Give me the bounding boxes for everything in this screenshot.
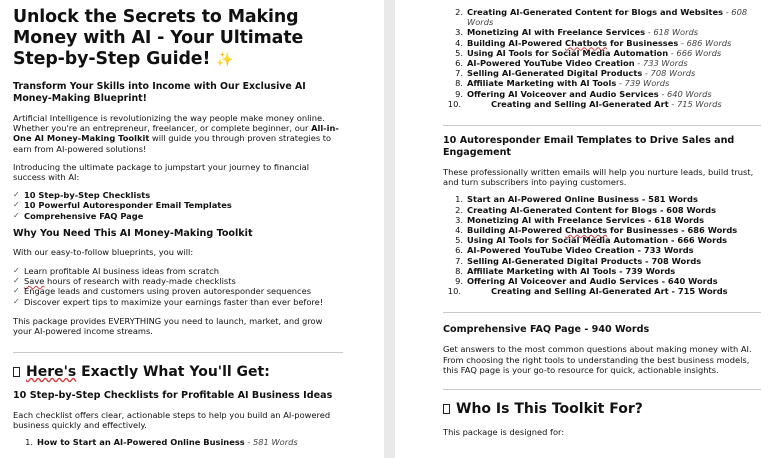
list-number: 7. — [455, 68, 463, 79]
text-segment: Using AI Tools for Social Media Automation - 666 Words — [467, 235, 728, 246]
list-item-title — [467, 68, 642, 78]
list-item — [13, 211, 343, 221]
list-number: 6. — [455, 245, 463, 256]
checklist-list-continued — [443, 7, 761, 109]
text-segment: Using AI Tools for Social Media Automation — [467, 47, 669, 58]
list-item-title — [467, 78, 616, 88]
checkbox-icon — [13, 367, 20, 377]
list-item — [443, 7, 761, 27]
check-icon: ✓ — [13, 210, 20, 220]
section-divider — [443, 389, 761, 390]
list-item — [443, 89, 761, 99]
text-segment: for Businesses - 686 Words — [607, 225, 738, 236]
list-item-label: 10 Powerful Autoresponder Email Templates — [24, 200, 232, 211]
word-count: Words — [467, 17, 494, 28]
list-item — [13, 276, 343, 286]
list-number: 2. — [455, 7, 463, 17]
text-segment: Monetizing AI with Freelance Services - 618 Words — [467, 214, 705, 225]
list-number: 7. — [455, 255, 463, 266]
list-item-title — [467, 58, 635, 68]
word-count: - 715 Words — [668, 98, 722, 109]
list-number: 1. — [455, 194, 463, 205]
text-segment: Selling AI-Generated Digital Products — [467, 68, 643, 79]
text-segment: Creating and Selling AI-Generated Art — [491, 98, 669, 109]
section-divider — [13, 352, 343, 353]
list-item-label — [467, 235, 727, 245]
list-item-title — [467, 89, 659, 99]
list-item-label — [461, 286, 728, 296]
list-item — [443, 58, 761, 68]
list-item — [443, 225, 761, 235]
text-segment: Affiliate Marketing with AI Tools - 739 Words — [467, 265, 676, 276]
list-item — [443, 266, 761, 276]
list-item-label — [24, 266, 219, 276]
check-icon: ✓ — [13, 266, 20, 276]
list-number: 4. — [455, 225, 463, 236]
list-item-label — [467, 215, 704, 225]
page-gutter — [384, 0, 395, 458]
list-item — [443, 235, 761, 245]
list-item-label — [467, 245, 694, 255]
text-segment: Selling AI-Generated Digital Products - 708 Words — [467, 255, 702, 266]
list-number: 5. — [455, 235, 463, 246]
text-segment: Learn profitable AI business ideas from scratch — [24, 266, 219, 277]
list-item: 1. How to Start an AI-Powered Online Business - 581 Words — [25, 436, 298, 447]
list-number: 3. — [455, 27, 463, 38]
list-item — [443, 215, 761, 225]
document-page-right — [395, 0, 768, 458]
list-item — [443, 256, 761, 266]
why-intro: With our easy-to-follow blueprints, you will: — [13, 246, 194, 257]
list-item-title — [491, 99, 669, 109]
email-intro: These professionally written emails will help you nurture leads, build trust, and turn subscribers into paying customers. — [443, 167, 754, 188]
word-count: - 686 Words — [678, 37, 732, 48]
page-title: Unlock the Secrets to Making Money with AI - Your Ultimate Step-by-Step Guide! ✨ — [13, 7, 304, 69]
list-item — [443, 38, 761, 48]
list-item-title — [467, 27, 645, 37]
list-number: 6. — [455, 58, 463, 69]
list-item — [13, 297, 343, 307]
word-count: - 733 Words — [634, 58, 688, 69]
checklists-heading: 10 Step-by-Step Checklists for Profitable AI Business Ideas — [13, 390, 333, 402]
list-item-label — [467, 194, 698, 204]
text-segment: Creating AI-Generated Content for Blogs - 608 Words — [467, 204, 717, 215]
list-item — [443, 245, 761, 255]
faq-paragraph: Get answers to the most common questions about making money with AI. From choosing the right tools to understanding the best business models, this FAQ page is your go-to resource for quick, actionable insights. — [443, 344, 752, 375]
list-item-label — [467, 78, 669, 88]
text-segment: Discover expert tips to maximize your earnings faster than ever before! — [24, 296, 324, 307]
text-segment: Offering AI Voiceover and Audio Services - 640 Words — [467, 276, 718, 287]
list-item-label — [467, 276, 718, 286]
check-icon: ✓ — [13, 276, 20, 286]
list-item-label — [461, 99, 722, 109]
list-item-label — [467, 48, 721, 58]
list-item-label — [467, 7, 747, 27]
list-item — [443, 78, 761, 88]
list-item — [443, 205, 761, 215]
text-segment: Affiliate Marketing with AI Tools — [467, 78, 617, 89]
page-right-content — [443, 7, 761, 437]
text-segment: Start an AI-Powered Online Business - 581 Words — [467, 194, 698, 205]
everything-paragraph: This package provides EVERYTHING you need to launch, market, and grow your AI-powered income streams. — [13, 315, 323, 337]
list-item — [13, 190, 343, 200]
list-item-label: 10 Step-by-Step Checklists — [24, 190, 151, 201]
get-heading: Here's Exactly What You'll Get: — [13, 363, 343, 381]
who-intro: This package is designed for: — [443, 427, 565, 438]
list-item-label — [467, 27, 698, 37]
list-item-label — [24, 276, 236, 286]
page-left-content — [13, 7, 343, 447]
intro-paragraph: Artificial Intelligence is revolutionizing the way people make money online. Whether you're an entrepreneur, freelancer, or complete beginner, our All-in-One AI Money-Making Toolkit will guide you through proven strategies to earn from AI-powered solutions! — [13, 113, 339, 154]
list-number: 8. — [455, 265, 463, 276]
checklists-intro: Each checklist offers clear, actionable steps to help you build an AI-powered business quickly and effectively. — [13, 410, 331, 431]
list-item-title — [467, 48, 668, 58]
text-segment: for Businesses — [607, 37, 679, 48]
spellcheck-word: Save — [24, 276, 45, 287]
section-divider — [443, 312, 761, 313]
list-item-label — [467, 89, 712, 99]
text-segment: Engage leads and customers using proven autoresponder sequences — [24, 286, 312, 297]
list-item-label — [467, 256, 701, 266]
word-count: - 708 Words — [642, 68, 696, 79]
list-number: 10. — [447, 98, 461, 109]
list-number: 3. — [455, 214, 463, 225]
list-item — [443, 68, 761, 78]
email-heading: 10 Autoresponder Email Templates to Drive Sales and Engagement — [443, 135, 735, 159]
word-count: - 608 — [723, 7, 748, 17]
word-count: - 640 Words — [658, 88, 712, 99]
text-segment: hours of research with ready-made checklists — [44, 276, 236, 287]
list-item — [13, 286, 343, 296]
list-number: 8. — [455, 78, 463, 89]
list-item — [443, 286, 761, 296]
word-count: - 666 Words — [668, 47, 722, 58]
check-icon: ✓ — [13, 296, 20, 306]
list-number: 9. — [455, 276, 463, 287]
text-segment: AI-Powered YouTube Video Creation - 733 Words — [467, 245, 694, 256]
list-item-label — [467, 38, 731, 48]
list-number: 4. — [455, 37, 463, 48]
benefits-list — [13, 266, 343, 307]
why-heading: Why You Need This AI Money-Making Toolkit — [13, 227, 253, 239]
list-item-title — [467, 38, 678, 48]
faq-heading: Comprehensive FAQ Page - 940 Words — [443, 324, 650, 336]
list-item — [443, 194, 761, 204]
spellcheck-word: Chatbots — [565, 225, 608, 236]
check-icon: ✓ — [13, 190, 20, 200]
text-segment: AI-Powered YouTube Video Creation — [467, 58, 635, 69]
list-number: 9. — [455, 88, 463, 99]
list-item-title — [467, 7, 723, 17]
list-item-label — [467, 205, 716, 215]
list-item — [13, 266, 343, 276]
list-item — [443, 99, 761, 109]
checkbox-icon — [443, 404, 450, 414]
list-item-label — [24, 297, 323, 307]
package-list — [13, 190, 343, 221]
list-item-label — [467, 266, 675, 276]
list-number: 10. — [447, 286, 461, 297]
list-item-label — [467, 58, 688, 68]
check-icon: ✓ — [13, 286, 20, 296]
text-segment: Offering AI Voiceover and Audio Services — [467, 88, 659, 99]
checklist-list — [13, 437, 343, 447]
sparkle-icon: ✨ — [216, 52, 234, 68]
list-item-label — [24, 286, 311, 296]
list-item-label — [467, 68, 695, 78]
email-template-list — [443, 194, 761, 296]
section-divider — [443, 125, 761, 126]
word-count: - 739 Words — [616, 78, 670, 89]
text-segment: Monetizing AI with Freelance Services — [467, 27, 646, 38]
package-intro: Introducing the ultimate package to jumpstart your journey to financial success with AI: — [13, 161, 310, 183]
text-segment: Building AI-Powered — [467, 225, 566, 236]
spellcheck-word: Chatbots — [565, 37, 608, 48]
list-item-label — [467, 225, 737, 235]
list-item — [443, 276, 761, 286]
list-item — [443, 48, 761, 58]
list-item — [443, 27, 761, 37]
word-count: - 618 Words — [645, 27, 699, 38]
text-segment: Building AI-Powered — [467, 37, 566, 48]
list-number: 2. — [455, 204, 463, 215]
list-item — [13, 200, 343, 210]
text-segment: Creating and Selling AI-Generated Art - 715 Words — [491, 286, 728, 297]
list-item-label: Comprehensive FAQ Page — [24, 210, 144, 221]
list-number: 5. — [455, 47, 463, 58]
who-heading: Who Is This Toolkit For? — [443, 400, 761, 418]
text-segment: Creating AI-Generated Content for Blogs and Websites — [467, 7, 724, 17]
check-icon: ✓ — [13, 200, 20, 210]
subtitle: Transform Your Skills into Income with Our Exclusive AI Money-Making Blueprint! — [13, 81, 306, 104]
